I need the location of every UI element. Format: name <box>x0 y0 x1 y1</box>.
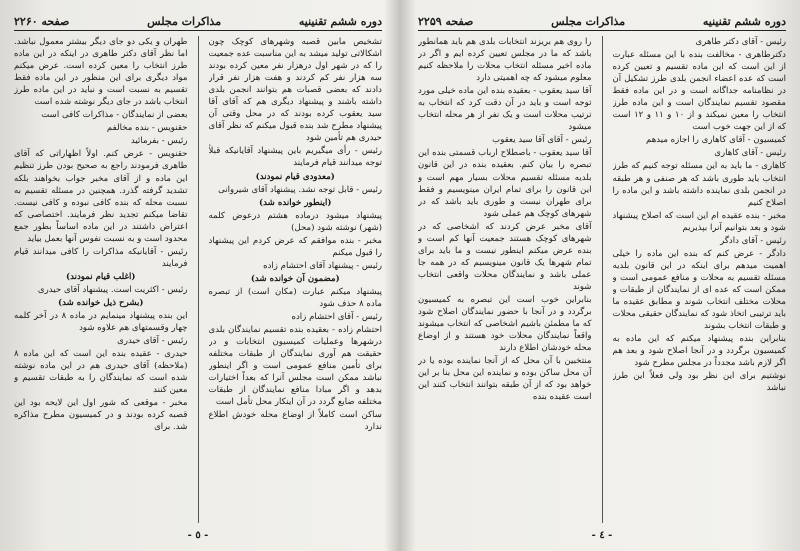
paragraph: مخبر - بنده موافقم که عرض کردم این پیشنهاد را قبول میکنم <box>208 235 382 258</box>
page-header <box>418 12 786 31</box>
paragraph: (مضمون آن خوانده شد) <box>250 273 340 284</box>
paragraph: احتشام زاده - بعقیده بنده تقسیم نمایندگان بلدی درشهرها وعملیات کمیسیون انتخابات و در حقیقت هم آوری نمایندگان از طبقات مختلفه برای تأمین منافع عمومی است و اگر اینطور نباشد ممکن است مجلس آنرا که بعداً اختیارات بدهد و اگر مبادا منافع نمایندگان از طبقات مختلفه ضایع گردد در آن اینکار محل تأمل است <box>208 325 382 408</box>
paragraph: آقا سید یعقوب - بعقیده بنده این ماده خیلی مورد توجه است و باید در آن دقت کرد که انتخاب به ترتیب محلات است و یک نفر از هر محله انتخاب میشود <box>418 86 592 133</box>
column-right <box>209 36 383 523</box>
paragraph: حیدری - عقیده بنده این است که این ماده ۸ (ملاحظه) آقای حیدری هم در این ماده نوشته شده است که نمایندگان را به طبقات تقسیم و معین کنند <box>14 349 188 396</box>
paragraph: پیشنهاد میکنم عبارت (مکان است) از تبصره ماده ۸ حذف شود <box>208 286 382 309</box>
left-page <box>6 6 390 545</box>
paragraph: آقا سید یعقوب - باصطلاح ارباب قسمتی بنده این تبصره را بیان کنم. بعقیده بنده در این قانون بلدیه مسئله تقسیم محلات بسیار مهم است و این قانون را برای تمام ایران مینویسیم و فقط برای طهران نیست و طوری باید باشد که در شهرهای کوچک هم عملی شود <box>418 148 592 219</box>
paragraph: پیشنهاد میشود درماده هشتم درعوض کلمه (شهر) نوشته شود (محل) <box>208 210 382 233</box>
paragraph: رئیس - آقای دادگر <box>720 235 786 246</box>
paragraph: مخبر - بنده عقیده ام این است که اصلاح پیشنهاد شود و بعد بتوانیم آنرا بپذیریم <box>612 210 786 233</box>
paragraph: رئیس - پیشنهاد آقای احتشام زاده <box>263 260 382 271</box>
paragraph: (معدودی قیام نمودند) <box>255 171 335 182</box>
paragraph: رئیس - آقای دکتر طاهری <box>695 37 786 47</box>
text-columns <box>418 36 786 523</box>
paragraph: این بنده پیشنهاد مینمایم در ماده ۸ در آخر کلمه چهار وقسمتهای هم علاوه شود <box>14 311 188 334</box>
paragraph: رئیس - آقای حیدری <box>117 336 188 347</box>
paragraph: رئیس - آقای آقا سید یعقوب <box>492 135 592 146</box>
paragraph: رئیس - آقای احتشام زاده <box>291 312 382 323</box>
page-title: مذاکرات مجلس <box>147 14 222 28</box>
paragraph: (بشرح ذیل خوانده شد) <box>58 297 144 308</box>
column-divider <box>602 36 603 523</box>
paragraph: رئیس - اکثریت است. پیشنهاد آقای حیدری <box>37 284 188 295</box>
right-page <box>410 6 794 545</box>
paragraph: حقنویس - عرض کنم. اولاً اظهاراتی که آقای طاهری فرمودند راجع به صحیح بودن طرز تنظیم این ماده و از آقای مخبر جواب بخواهند بلکه تشدید گرفته گذرد. همچنین در مسئله تقسیم به نسبت محله که بنده کافی نبوده و کافی نیست. تقاضا میکنم تجدید نظر فرمایند. اختصاصی که اعتراض داشتند در این ماده اساساً بطور جمع محدود است و به نسبت نفوس آنها بعمل بیاید <box>14 149 188 244</box>
page-header <box>14 12 382 31</box>
paragraph: ساکن است کاملاً از اوضاع محله خودش اطلاع ندارد <box>208 410 382 433</box>
paragraph: بعضی از نمایندگان - مذاکرات کافی است <box>41 110 188 121</box>
paragraph: کاهاری - ما باید به این مسئله توجه کنیم که طرز انتخاب باید طوری باشد که هر صنفی و هر طبقه در انجمن بلدی نماینده داشته باشد و این ماده را اصلاح کنیم <box>612 161 786 208</box>
paragraph: رئیس - بفرمائید <box>130 136 188 147</box>
column-left <box>418 36 592 523</box>
column-right <box>613 36 787 523</box>
paragraph: دکترطاهری - مخالفت بنده با این مسئله عبارت از این است که این ماده تقسیم و تعیین کرده است که عده اعضاء انجمن بلدی طرز تشکیل آن در نظامنامه جداگانه است و در این ماده فقط مقصود تقسیم نمایندگان است و این ماده طرز انتخاب را معین نمیکند و از ۱۰ و ۱۱ و ۱۲ است که از این جهت خوب است <box>612 50 786 133</box>
paragraph: (اینطور خوانده شد) <box>259 197 332 208</box>
paragraph: مخبر - موقعی که شور اول این لایحه بود این قصبه کرده بودند و در کمیسیون مطرح مذاکره شد. برای <box>14 398 188 433</box>
paragraph: بنابراین بنده پیشنهاد میکنم که این ماده به کمیسیون برگردد و در آنجا اصلاح شود و بعد هم اگر لازم باشد مجدداً در مجلس مطرح شود <box>612 334 786 369</box>
paragraph: را روی هم بریزند انتخابات بلدی هم باید همانطور باشد که ما در مجلس تعیین کرده ایم و اگر در ماده اخیر مسئله انتخاب محلات را ملاحظه کنیم معلوم میشود که چه اهمیتی دارد <box>418 37 592 84</box>
page-number: صفحه ۲۲۶۰ <box>14 14 70 28</box>
paragraph: (اغلب قیام نمودند) <box>66 271 136 282</box>
page-number: صفحه ۲۲۵۹ <box>418 14 474 28</box>
paragraph: نوشتیم برای این نظر بود ولی فعلاً این طرز نباشد <box>612 371 786 394</box>
paragraph: تشخیص مابین قصبه وشهرهای کوچک چون اشکالاتی تولید میشد به این مناسبت عده جمعیت را که در شهر اول درهزار نفر معین کرده بودند سه هزار نفر کم کردند و هفت هزار نفر قرار دادند که بعضی قصبات هم بتوانند انجمن بلدی داشته باشند و پیشنهاد دیگری هم که آقای آقا سید یعقوب کرده بودند که در محل وقتی آن پیشنهاد مطرح شد بنده قبول میکنم که نظر آقای حیدری هم تأمین شود <box>208 37 382 144</box>
column-divider <box>198 36 199 523</box>
page-footer: - ٤ - <box>591 530 613 541</box>
paragraph: آقای مخبر عرض کردند که اشخاصی که در شهرهای کوچک هستند جمعیت آنها کم است و بنده عرض میکنم اینطور نیست و ما باید برای تمام شهرها یک قانون مینویسیم که در همه جا عملی باشد و نمایندگان محلات واقعی انتخاب شوند <box>418 221 592 292</box>
paragraph: رئیس - آقایانیکه مذاکرات را کافی میدانند قیام فرمایند <box>14 246 188 269</box>
paragraph: بنابراین خوب است این تبصره به کمیسیون برگردد و در آنجا با حضور نمایندگان اصلاح شود که ما مطمئن باشیم اشخاصی که انتخاب میشوند واقعاً نمایندگان محلات خود هستند و از اوضاع محله خودشان اطلاع دارند <box>418 294 592 354</box>
session-label: دوره ششم تقنینیه <box>298 14 382 28</box>
text-columns <box>14 36 382 523</box>
paragraph: حقنویس - بنده مخالفم <box>106 123 188 134</box>
paragraph: طهران و یکی دو جای دیگر بیشتر معمول نباشد. اما نظر آقای دکتر طاهری در اینکه در این ماده طرز انتخاب را معین کرده است. عرض میکنم مواد دیگری برای این منظور در این ماده فقط تقسیم به نسبت است و نباید در این ماده طرز انتخاب باشد در جای دیگر نوشته شده است <box>14 37 188 108</box>
paragraph: رئیس - قابل توجه نشد. پیشنهاد آقای شیروانی <box>218 184 382 195</box>
column-left <box>14 36 188 523</box>
paragraph: کمیسیون - آقای کاهاری را اجازه میدهم <box>645 135 786 146</box>
paragraph: دادگر - عرض کنم که بنده این ماده را خیلی اهمیت میدهم برای اینکه در این قانون بلدیه مسئله تقسیم به محلات و منافع عمومی است و ممکن است که عده ای از نمایندگان از طبقات و محلات مختلف انتخاب شوند و مطابق عقیده ما باید ترتیبی اتخاذ شود که نمایندگان حقیقی محلات و طبقات انتخاب بشوند <box>612 248 786 332</box>
page-footer: - ٥ - <box>187 530 209 541</box>
paragraph: رئیس - رأی میگیریم باین پیشنهاد آقایانیکه قبلاً توجه میدانند قیام فرمایند <box>208 146 382 169</box>
paragraph: منتخبین با آن محل که از آنجا نماینده بوده یا در آن محل ساکن بوده و نماینده این محل بنا بر این خواهد بود که از آن طبقه بتوانند انتخاب کنند این است عقیده بنده <box>418 356 592 403</box>
paragraph: رئیس - آقای کاهاری <box>714 148 786 159</box>
page-title: مذاکرات مجلس <box>551 14 626 28</box>
session-label: دوره ششم تقنینیه <box>702 14 786 28</box>
